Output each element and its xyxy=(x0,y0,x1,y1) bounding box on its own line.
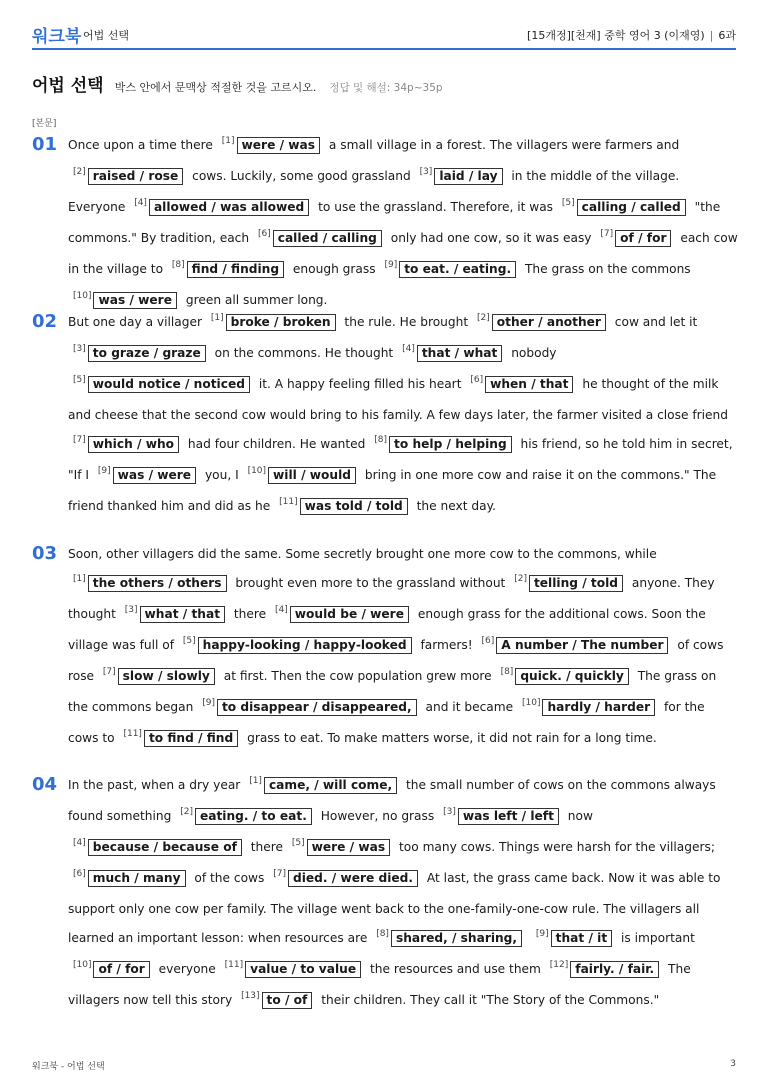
question-number: [9] xyxy=(535,929,549,939)
answer-choice-box[interactable]: to graze / graze xyxy=(88,345,206,362)
section-number: 01 xyxy=(32,134,58,155)
question-number: [7] xyxy=(600,229,614,239)
question-number: [10] xyxy=(73,291,92,301)
answer-choice-box[interactable]: were / was xyxy=(237,137,320,154)
answer-choice-box[interactable]: was / were xyxy=(113,467,196,484)
answer-choice-box[interactable]: would be / were xyxy=(290,606,409,623)
question-number: [7] xyxy=(273,869,286,879)
answer-choice-box[interactable]: to eat. / eating. xyxy=(399,261,516,278)
answer-choice-box[interactable]: other / another xyxy=(492,314,606,331)
question-number: [7] xyxy=(73,435,86,445)
brand-title: 워크북 xyxy=(32,27,82,47)
passage-text: Once upon a time there [1] were / was a small village in a forest. The villagers were farmers and [2] raised / rose cows. Luckily, some good grassland [3] laid / lay in the middle of the village. Everyone [4] allowed / was allowed to use the grassland. Therefore, it was [5] calling / called "the commons." By tradition, each [6] called / calling only had one cow, so it was easy [7] of / for each cow in the village to [8] find / finding enough grass [9] to eat. / eating. The grass on the commons [10] was / were green all summer long. xyxy=(68,136,738,307)
question-number: [6] xyxy=(481,636,495,646)
answer-choice-box[interactable]: came, / will come, xyxy=(264,777,397,794)
answer-choice-box[interactable]: would notice / noticed xyxy=(88,376,250,393)
answer-choice-box[interactable]: value / to value xyxy=(245,961,361,978)
answer-choice-box[interactable]: to find / find xyxy=(144,730,238,747)
page-header xyxy=(32,22,736,50)
answer-choice-box[interactable]: raised / rose xyxy=(88,168,184,185)
passage-section xyxy=(32,131,738,317)
answer-choice-box[interactable]: of / for xyxy=(615,230,671,247)
question-number: [4] xyxy=(134,198,147,208)
page-number: 3 xyxy=(730,1059,736,1069)
answer-choice-box[interactable]: what / that xyxy=(140,606,225,623)
answer-choice-box[interactable]: to help / helping xyxy=(389,436,512,453)
answer-choice-box[interactable]: of / for xyxy=(93,961,149,978)
footer-title: 워크북 - 어법 선택 xyxy=(32,1062,105,1072)
answer-choice-box[interactable]: much / many xyxy=(88,870,186,887)
answer-choice-box[interactable]: was told / told xyxy=(300,498,408,515)
question-number: [11] xyxy=(224,960,244,970)
question-number: [1] xyxy=(210,313,224,323)
lesson-number: 6과 xyxy=(718,29,736,42)
course-info xyxy=(527,27,736,43)
answer-choice-box[interactable]: slow / slowly xyxy=(118,668,215,685)
question-number: [2] xyxy=(477,313,490,323)
answer-choice-box[interactable]: A number / The number xyxy=(496,637,668,654)
question-number: [5] xyxy=(291,838,305,848)
section-number: 04 xyxy=(32,774,58,795)
question-number: [4] xyxy=(73,838,86,848)
answer-choice-box[interactable]: will / would xyxy=(268,467,356,484)
question-number: [2] xyxy=(514,574,527,584)
answer-choice-box[interactable]: calling / called xyxy=(577,199,686,216)
passage-text: But one day a villager [1] broke / broken the rule. He brought [2] other / another cow and let it [3] to graze / graze on the commons. He thought [4] that / what nobody [5] would notice / noticed it. A happy feeling filled his heart [6] when / that he thought of the milk and cheese that the second cow would bring to his family. A few days later, the farmer visited a close friend [7] which / who had four children. He wanted [8] to help / helping his friend, so he told him in secret, "If I [9] was / were you, I [10] will / would bring in one more cow and raise it on the commons." The friend thanked him and did as he [11] was told / told the next day. xyxy=(68,313,733,513)
section-number: 03 xyxy=(32,543,58,564)
question-number: [13] xyxy=(241,991,260,1001)
separator: | xyxy=(709,29,714,42)
answer-choice-box[interactable]: telling / told xyxy=(529,575,623,592)
question-number: [1] xyxy=(221,136,235,146)
passage-section xyxy=(32,308,738,523)
question-number: [12] xyxy=(549,960,569,970)
question-number: [10] xyxy=(73,960,92,970)
question-number: [10] xyxy=(247,466,267,476)
answer-choice-box[interactable]: hardly / harder xyxy=(542,699,655,716)
question-number: [4] xyxy=(402,344,415,354)
answer-choice-box[interactable]: eating. / to eat. xyxy=(195,808,312,825)
question-number: [1] xyxy=(73,574,86,584)
question-number: [2] xyxy=(180,807,193,817)
question-number: [5] xyxy=(73,375,86,385)
question-number: [3] xyxy=(443,807,456,817)
answer-choice-box[interactable]: shared, / sharing, xyxy=(391,930,522,947)
question-number: [8] xyxy=(376,929,389,939)
answer-choice-box[interactable]: laid / lay xyxy=(434,168,502,185)
question-number: [8] xyxy=(374,435,388,445)
section-number: 02 xyxy=(32,311,58,332)
question-number: [11] xyxy=(123,729,142,739)
answer-choice-box[interactable]: called / calling xyxy=(273,230,382,247)
answer-choice-box[interactable]: because / because of xyxy=(88,839,242,856)
question-number: [9] xyxy=(384,260,398,270)
question-number: [1] xyxy=(249,776,262,786)
brand-subtitle: 어법 선택 xyxy=(83,29,130,42)
question-number: [6] xyxy=(73,869,86,879)
instruction-text: 박스 안에서 문맥상 적절한 것을 고르시오. xyxy=(114,81,317,94)
answer-choice-box[interactable]: quick. / quickly xyxy=(515,668,629,685)
question-number: [8] xyxy=(171,260,185,270)
passage-section xyxy=(32,771,738,1017)
title-row xyxy=(32,71,443,96)
answer-choice-box[interactable]: to / of xyxy=(262,992,313,1009)
question-number: [5] xyxy=(182,636,196,646)
answer-choice-box[interactable]: was / were xyxy=(93,292,176,309)
answer-choice-box[interactable]: allowed / was allowed xyxy=(149,199,309,216)
answer-choice-box[interactable]: fairly. / fair. xyxy=(570,961,659,978)
question-number: [5] xyxy=(561,198,575,208)
question-number: [4] xyxy=(275,605,288,615)
answer-choice-box[interactable]: when / that xyxy=(485,376,573,393)
section-label: [본문] xyxy=(32,119,57,129)
question-number: [7] xyxy=(102,667,116,677)
answer-reference: 정답 및 해설: 34p~35p xyxy=(329,82,443,94)
answer-choice-box[interactable]: were / was xyxy=(307,839,390,856)
answer-choice-box[interactable]: the others / others xyxy=(88,575,227,592)
question-number: [10] xyxy=(522,698,541,708)
answer-choice-box[interactable]: happy-looking / happy-looked xyxy=(198,637,412,654)
question-number: [3] xyxy=(419,167,433,177)
answer-choice-box[interactable]: that / it xyxy=(551,930,613,947)
question-number: [6] xyxy=(257,229,271,239)
answer-choice-box[interactable]: that / what xyxy=(417,345,502,362)
answer-choice-box[interactable]: find / finding xyxy=(187,261,284,278)
question-number: [6] xyxy=(470,375,484,385)
course-name: [15개정][천재] 중학 영어 3 (이재영) xyxy=(527,29,705,42)
passage-text: Soon, other villagers did the same. Some secretly brought one more cow to the commons, while [1] the others / others brought even more to the grassland without [2] telling / told anyone. They thought [3] what / that there [4] would be / were enough grass for the additional cows. Soon the village was full of [5] happy-looking / happy-looked farmers! [6] A number / The number of cows rose [7] slow / slowly at first. Then the cow population grew more [8] quick. / quickly The grass on the commons began [9] to disappear / disappeared, and it became [10] hardly / harder for the cows to [11] to find / find grass to eat. To make matters worse, it did not rain for a long time. xyxy=(68,547,724,745)
question-number: [3] xyxy=(124,605,138,615)
answer-choice-box[interactable]: broke / broken xyxy=(226,314,336,331)
passage-section xyxy=(32,540,738,755)
question-number: [9] xyxy=(97,466,111,476)
answer-choice-box[interactable]: which / who xyxy=(88,436,179,453)
answer-choice-box[interactable]: was left / left xyxy=(458,808,559,825)
passage-text: In the past, when a dry year [1] came, / will come, the small number of cows on the commons always found something [2] eating. / to eat. However, no grass [3] was left / left now [4] because / because of there [5] were / was too many cows. Things were harsh for the villagers; [6] much / many of the cows [7] died. / were died. At last, the grass came back. Now it was able to support only one cow per family. The village went back to the one-family-one-cow rule. The villagers all learned an important lesson: when resources are [8] shared, / sharing, [9] that / it is important [10] of / for everyone [11] value / to value the resources and use them [12] fairly. / fair. The villagers now tell this story [13] to / of their children. They call it "The Story of the Commons." xyxy=(68,776,721,1007)
question-number: [9] xyxy=(202,698,215,708)
question-number: [11] xyxy=(279,497,298,507)
answer-choice-box[interactable]: to disappear / disappeared, xyxy=(217,699,417,716)
page-title: 어법 선택 xyxy=(32,76,104,96)
question-number: [2] xyxy=(73,167,86,177)
answer-choice-box[interactable]: died. / were died. xyxy=(288,870,418,887)
question-number: [8] xyxy=(500,667,514,677)
question-number: [3] xyxy=(73,344,86,354)
